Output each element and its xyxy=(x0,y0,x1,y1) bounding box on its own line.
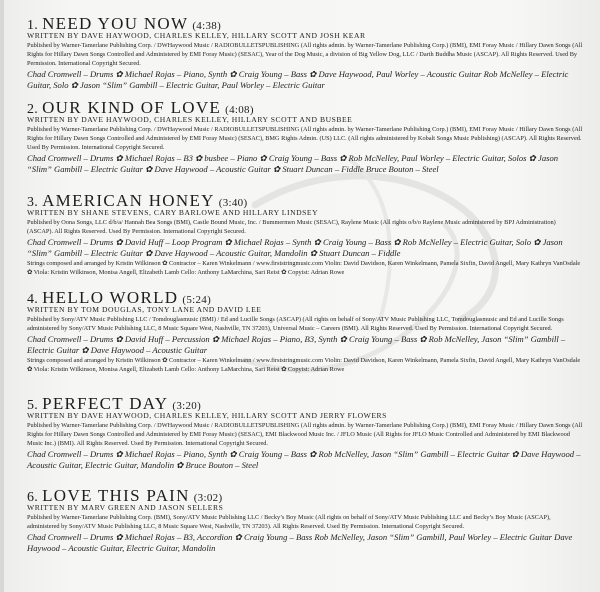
track-publishing: Published by Oona Songs, LLC d/b/a/ Hannah Bea Songs (BMI), Castle Bound Music, Inc. / Bummermen Music (SESAC), Raylene Music (All rights o/b/o Raylene Music administered by BPJ Administration) (ASCAP). All Rights Reserved. Used By Permission. International Copyright Secured. xyxy=(27,219,556,235)
track-strings-credits: Strings composed and arranged by Kristin Wilkinson ✿ Contractor – Karen Winkelmann / www.firststringmusic.com Violin: David Davidson, Karen Winkelmann, Pamela Sixfin, David Angell, Mary Kathryn VanOsdale ✿ Viola: Kristin Wilkinson, Monisa Angell, Elizabeth Lamb Cello: Anthony LaMarchina, Sari Reist ✿ Copyist: Adrian Rowe xyxy=(27,357,581,373)
track-writers: WRITTEN BY MARV GREEN AND JASON SELLERS xyxy=(27,503,224,512)
track-writers: WRITTEN BY TOM DOUGLAS, TONY LANE AND DAVID LEE xyxy=(27,305,262,314)
track-title: NEED YOU NOW xyxy=(42,14,189,33)
track-title-line xyxy=(27,288,583,307)
track-3 xyxy=(27,191,583,277)
track-writers: WRITTEN BY SHANE STEVENS, CARY BARLOWE AND HILLARY LINDSEY xyxy=(27,208,319,217)
track-publishing: Published by Warner-Tamerlane Publishing Corp. (BMI), Sony/ATV Music Publishing LLC / Becky’s Boy Music (All rights on behalf of Sony/ATV Music Publishing LLC and Becky’s Boy Music (ASCAP), administered by Sony/ATV Music Publishing LLC, 8 Music Square West, Nashville, TN 37203). All Rights Reserved. Used By Permission. International Copyright Secured. xyxy=(27,514,551,530)
track-number: 2. xyxy=(27,102,39,117)
track-duration: (4:38) xyxy=(192,20,222,32)
track-title-line xyxy=(27,486,583,505)
track-musicians: Chad Cromwell – Drums ✿ Michael Rojas – Piano, Synth ✿ Craig Young – Bass ✿ Rob McNelley, Jason “Slim” Gambill – Electric Guitar ✿ Dave Haywood – Acoustic Guitar, Electric Guitar, Mandolin ✿ Bruce Bouton – Steel xyxy=(27,449,581,470)
track-title: LOVE THIS PAIN xyxy=(42,486,190,505)
track-number: 5. xyxy=(27,398,39,413)
page-edge-shadow xyxy=(0,0,4,592)
track-title-line xyxy=(27,191,583,210)
track-number: 6. xyxy=(27,490,39,505)
track-musicians: Chad Cromwell – Drums ✿ Michael Rojas – B3 ✿ busbee – Piano ✿ Craig Young – Bass ✿ Rob McNelley, Paul Worley – Electric Guitar, Solos ✿ Jason “Slim” Gambill – Electric Guitar ✿ Dave Haywood – Acoustic Guitar ✿ Stuart Duncan – Fiddle Bruce Bouton – Steel xyxy=(27,153,559,174)
track-duration: (4:08) xyxy=(225,104,254,116)
track-title: PERFECT DAY xyxy=(42,394,169,413)
track-duration: (5:24) xyxy=(182,294,212,306)
track-publishing: Published by Sony/ATV Music Publishing LLC / Tomdouglasmusic (BMI) / Ed and Lucille Songs (ASCAP) (All rights on behalf of Sony/ATV Music Publishing LLC, Tomdouglasmusic and Ed and Lucille Songs administered by Sony/ATV Music Publishing LLC, 8 Music Square West, Nashville, TN 37203), Universal Music – Careers (BMI). All Rights Reserved. Used By Permission. International Copyright Secured. xyxy=(27,316,564,332)
track-6 xyxy=(27,486,583,554)
track-publishing: Published by Warner-Tamerlane Publishing Corp. / DWHaywood Music / RADIOBULLETSPUBLISHING (All rights admin. by Warner-Tamerlane Publishing Corp.) (BMI), EMI Foray Music / Hillary Dawn Songs (All Rights for Hillary Dawn Songs Controlled and Administered by EMI Foray Music) (SESAC), EMI Blackwood Music Inc. / JFLO Music (All Rights for JFLO Music Controlled and Administered by EMI Blackwood Music Inc.) (BMI). All Rights Reserved. Used By Permission. International Copyright Secured. xyxy=(27,422,583,447)
track-strings-credits: Strings composed and arranged by Kristin Wilkinson ✿ Contractor – Karen Winkelmann / www.firststringmusic.com Violin: David Davidson, Karen Winkelmann, Pamela Sixfin, David Angell, Mary Kathryn VanOsdale ✿ Viola: Kristin Wilkinson, Monisa Angell, Elizabeth Lamb Cello: Anthony LaMarchina, Sari Reist ✿ Copyist: Adrian Rowe xyxy=(27,260,581,276)
track-writers: WRITTEN BY DAVE HAYWOOD, CHARLES KELLEY, HILLARY SCOTT AND JOSH KEAR xyxy=(27,31,366,40)
track-title: AMERICAN HONEY xyxy=(42,191,215,210)
track-2 xyxy=(27,98,583,175)
track-title: HELLO WORLD xyxy=(42,288,179,307)
track-5 xyxy=(27,394,583,471)
track-title-line xyxy=(27,14,583,33)
track-musicians: Chad Cromwell – Drums ✿ Michael Rojas – B3, Accordion ✿ Craig Young – Bass Rob McNelley, Jason “Slim” Gambill, Paul Worley – Electric Guitar Dave Haywood – Acoustic Guitar, Electric Guitar, Mandolin xyxy=(27,532,573,553)
track-publishing: Published by Warner-Tamerlane Publishing Corp. / DWHaywood Music / RADIOBULLETSPUBLISHING (All rights admin. by Warner-Tamerlane Publishing Corp.) (BMI), EMI Foray Music / Hillary Dawn Songs (All Rights for Hillary Dawn Songs Controlled and Administered by EMI Foray Music) (SESAC), BMG Rights Admin. (US) LLC. (All rights administered by Kobalt Songs Music Publishing) (ASCAP). All Rights Reserved. Used By Permission. International Copyright Secured. xyxy=(27,126,583,151)
track-duration: (3:40) xyxy=(218,197,248,209)
track-writers: WRITTEN BY DAVE HAYWOOD, CHARLES KELLEY, HILLARY SCOTT AND JERRY FLOWERS xyxy=(27,411,387,420)
track-title-line xyxy=(27,98,583,117)
track-duration: (3:02) xyxy=(193,492,223,504)
track-duration: (3:20) xyxy=(172,400,202,412)
track-number: 4. xyxy=(27,292,39,307)
track-title: OUR KIND OF LOVE xyxy=(42,98,222,117)
track-title-line xyxy=(27,394,583,413)
track-number: 3. xyxy=(27,195,39,210)
track-musicians: Chad Cromwell – Drums ✿ David Huff – Loop Program ✿ Michael Rojas – Synth ✿ Craig Young – Bass ✿ Rob McNelley – Electric Guitar, Solo ✿ Jason “Slim” Gambill – Electric Guitar ✿ Dave Haywood – Acoustic Guitar, Mandolin ✿ Stuart Duncan – Fiddle xyxy=(27,237,563,258)
track-4 xyxy=(27,288,583,374)
track-musicians: Chad Cromwell – Drums ✿ Michael Rojas – Piano, Synth ✿ Craig Young – Bass ✿ Dave Haywood, Paul Worley – Acoustic Guitar Rob McNelley – Electric Guitar, Solo ✿ Jason “Slim” Gambill – Electric Guitar, Paul Worley – Electric Guitar xyxy=(27,69,569,90)
track-musicians: Chad Cromwell – Drums ✿ David Huff – Percussion ✿ Michael Rojas – Piano, B3, Synth ✿ Craig Young – Bass ✿ Rob McNelley, Jason “Slim” Gambill – Electric Guitar ✿ Dave Haywood – Acoustic Guitar xyxy=(27,334,566,355)
track-writers: WRITTEN BY DAVE HAYWOOD, CHARLES KELLEY, HILLARY SCOTT AND BUSBEE xyxy=(27,115,353,124)
track-number: 1. xyxy=(27,18,39,33)
track-1 xyxy=(27,14,583,91)
track-publishing: Published by Warner-Tamerlane Publishing Corp. / DWHaywood Music / RADIOBULLETSPUBLISHING (All rights admin. by Warner-Tamerlane Publishing Corp.) (BMI), EMI Foray Music / Hillary Dawn Songs (All Rights for Hillary Dawn Songs Controlled and Administered by EMI Foray Music) (SESAC), Year of the Dog Music, a division of Big Yellow Dog, LLC / Darth Buddha Music (ASCAP). All Rights Reserved. Used By Permission. International Copyright Secured. xyxy=(27,42,583,67)
